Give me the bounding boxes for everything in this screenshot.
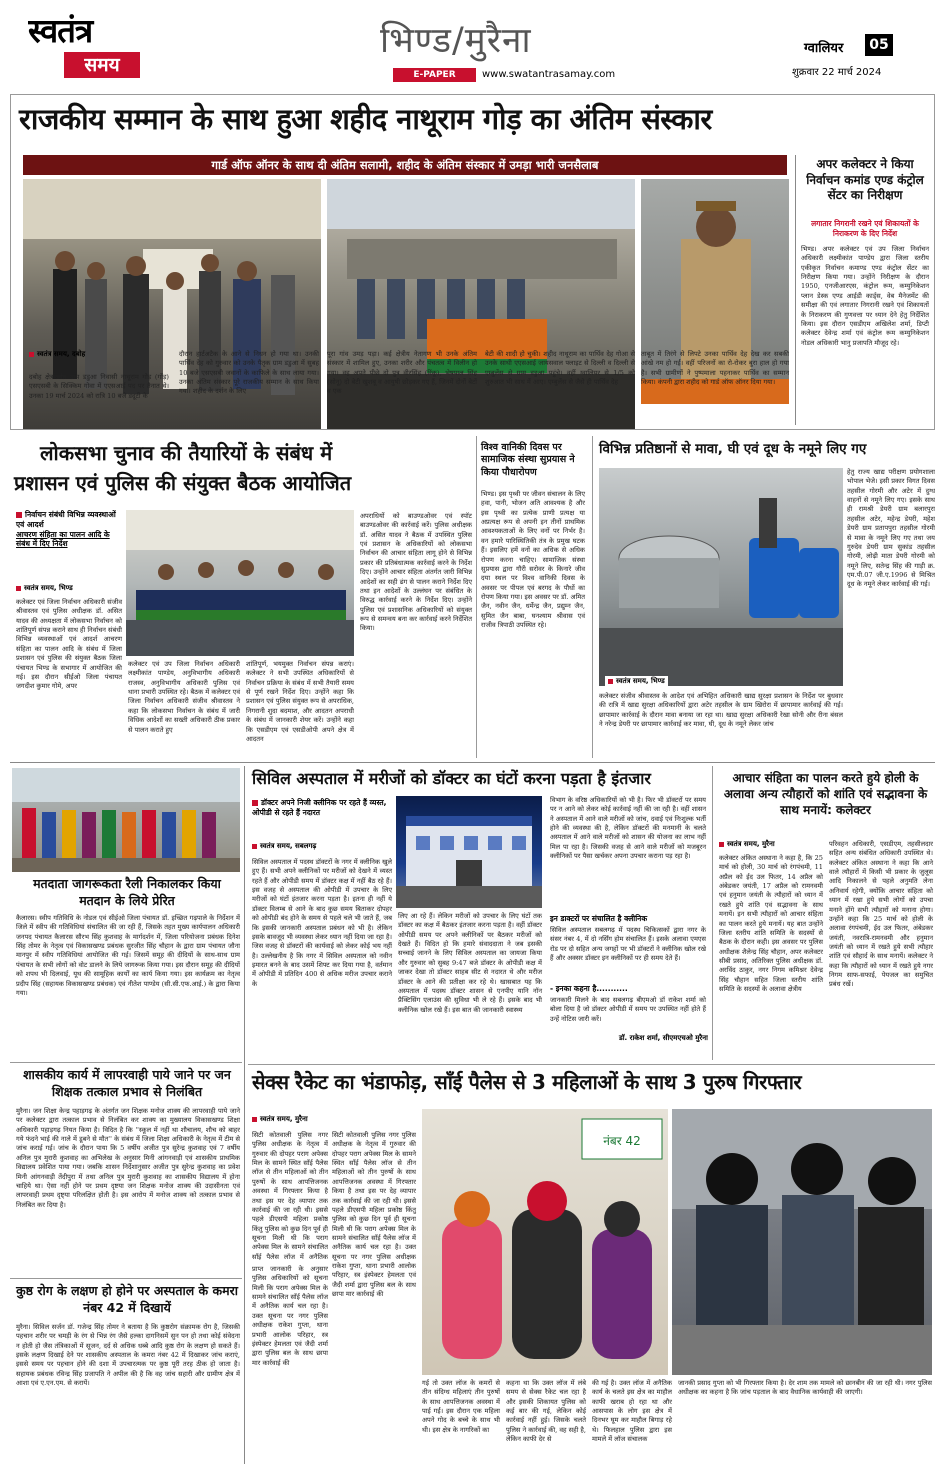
website-link[interactable]: www.swatantrasamay.com: [482, 69, 616, 80]
men-figures: [672, 1109, 932, 1375]
samples-story: [592, 436, 935, 758]
hospital-col-3c: जानकारी मिलने के बाद सबलगढ़ बीएमओ डॉ राकेश शर्मा को बोला दिया है जो डॉक्टर ओपीडी में समय पर उपस्थित नहीं होते हैं उन्हें नोटिस जारी करें।: [550, 996, 706, 1023]
meeting-photo: [126, 510, 354, 656]
lead-col-3: पूरा गांव उमड़ पड़ा। कई क्षेत्रीय नेतागण भी उनके अंतिम संस्कार में शामिल हुए, उनका शरीर और पंचतत्व में विलीन हो गया। वह अपने पीछे दो पुत्र वीरसिंह (रिंकू), भेषपाल सिंह (सोनू) दो बेटी खुशबू व आयुषी छोड़कर गए हैं, जिनमें दोनों बेटों व एक: [327, 350, 477, 396]
holi-byline: स्वतंत्र समय, मुरैना: [719, 840, 775, 849]
poster-text: नंबर 42: [603, 1134, 641, 1148]
racket-headline: सेक्स रैकेट का भंडाफोड़, साँई पैलेस से 3 महिलाओं के साथ 3 पुरुष गिरफ्तार: [252, 1070, 802, 1094]
racket-col-4: की गई है। उक्त लॉज में अनैतिक कार्य के चलते इस क्षेत्र का माहौल काफी खराब हो रहा था और आसपास के लोग इस क्षेत्र में दिनभर घूम कर माहौल बिगाड़ रहे थे। फिलहाल पुलिस द्वारा इस मामले में लॉज संचालक: [592, 1379, 672, 1444]
meeting-sub-1: निर्वाचन संबंधी विभिन्न व्यवस्थाओं एवं आदर्श: [16, 510, 124, 530]
page-number: 05: [865, 34, 893, 56]
hospital-col-3a: विभाग के वरिष्ठ अधिकारियों को भी है। फिर भी डॉक्टरों पर समय पर न आने को लेकर कोई कार्रवाई नहीं की जा रही है। वहीं शासन ने अस्पताल में आने वाले मरीजों को जांच, दवाई एवं निःशुल्क भर्ती होने की व्यवस्था की है, लेकिन डॉक्टरों की मनमानी के चलते अस्पताल में आने वाले मरीजों को शासन की योजना का लाभ नहीं मिल पा रहा है। जिसकी वजह से आने वाले मरीजों को मजबूरन क्लीनिकों पर पैसा खर्चकर अपना उपचार कराना पड़ रहा है।: [550, 796, 706, 861]
racket-col-3: कहना था कि उक्त लॉज में लंबे समय से सेक्स रैकेट चल रहा है और इसकी शिकायत पुलिस को कई बार की गई, लेकिन कोई कार्रवाई नहीं हुई। जिसके चलते पुलिस ने कार्रवाई की, वह सही है, लेकिन काफी देर से: [506, 1379, 586, 1444]
meeting-col-2: कलेक्टर एवं उप जिला निर्वाचन अधिकारी लक्ष्मीकांत पाण्डेय, अनुविभागीय अधिकारी राजस्व, अनुविभागीय अधिकारी पुलिस एवं थाना प्रभारी उपस्थित रहे। बैठक में कलेक्टर एवं जिला निर्वाचन अधिकारी संजीव श्रीवास्तव ने कहा कि लोकसभा निर्वाचन के संबंध में जारी विधिक आदेशों का सख्ती अधिकारी ठीक प्रकार से पालन कराते हुए: [128, 660, 240, 734]
epaper-badge: E-PAPER: [393, 68, 476, 82]
lead-col-1: दबोह क्षेत्रांतर्गत ग्राम डडुआ निवासी नाथूराम गोड़ (गोंड़) एसएसबी के सिक्किम गोवा में एएसआई पद पर तैनात थे। उनका 19 मार्च 2024 को रात्रि 10 बजे ड्यूटी के: [29, 373, 169, 400]
hospital-sub: डॉक्टर अपने निजी क्लीनिक पर रहते हैं व्यस्त, ओपीडी से रहते हैं नदारत: [252, 798, 390, 818]
issue-date: शुक्रवार 22 मार्च 2024: [792, 67, 882, 78]
forest-body: भिण्ड। इस पृथ्वी पर जीवन संचालन के लिए हवा, पानी, भोजन अति आवश्यक है और इस पृथ्वी का प्रत्येक प्राणी प्रत्यक्ष या अप्रत्यक्ष रूप से अपनी इन तीनों प्राथमिक आवश्यकताओं के लिए वनों पर निर्भर है। वन हमारे पारिस्थितिकी तंत्र के प्रमुख घटक हैं। इसलिए हमें वनों का अधिक से अधिक रोपण करना चाहिए। सामाजिक संस्था सुप्रयास द्वारा गौरी सरोवर के किनारे जीव दया स्थल पर विश्व वानिकी दिवस के अवसर पर पीपल एवं बरगद के पौधों का रोपण किया गया। इस अवसर पर डॉ. अमित जैन, नवीन जैन, धर्मेन्द्र जैन, प्रद्युम्न जैन, सुमित जैन बाबा, घनश्याम श्रीवास एवं राजीव त्रिपाठी उपस्थित रहे।: [481, 490, 585, 630]
holi-headline: आचार संहिता का पालन करते हुये होली के अलावा अन्य त्यौहारों को शांति एवं सद्भावना के साथ मनायें: कलेक्टर: [723, 771, 928, 818]
meeting-headline-line1: लोकसभा चुनाव की तैयारियों के संबंध में: [40, 441, 333, 465]
racket-col-1: सिटी कोतवाली पुलिस नगर पुलिस अधीक्षक के नेतृत्व में गुरुवार की दोपहर पराग अपेक्स मिल के सामने स्थित साँई पैलेस लॉज से तीन महिलाओं को तीन पुरुषों के साथ आपत्तिजनक अवस्था में गिरफ्तार किया है तथा इस पर देह व्यापार तक कार्रवाई की जा रही थी। इससे पहले डीएसपी महिला प्रकोष्ठ किंतु पुलिस को कुछ दिन पूर्व ही सूचना मिली थी कि पराग अपेक्स मिल के सामने संचालित साँई पैलेस लॉज में अनैतिक: [252, 1131, 328, 1261]
teacher-body: मुरैना। जन शिक्षा केन्द्र पहाड़गढ़ के अंतर्गत जन शिक्षक मनोज शाक्य की लापरवाही पाये जाने पर कलेक्टर द्वारा तत्काल प्रभाव से निलंबित कर शाक्य का मुख्यालय विकासखण्ड शिक्षा अधिकारी पहाड़गढ़ नियत किया है। विदित है कि ''स्कूल में नहीं था शौचालय, शौच को बाहर गये फंदने भाई की नाले में डूबने से मौत'' के संबंध में जिला शिक्षा अधिकारी के नेतृत्व में टीम से जांच कराई गई। जांच के दौरान पाया कि 5 वर्षीय अजीत पुत्र सुरेन्द्र कुशवाह एवं 7 वर्षीय अनिल पुत्र मुरारी कुशवाह का अभिलेख के अनुसार मिनी आंगनवाड़ी एवं शासकीय प्राथमिक विद्यालय प्रवेशित पाया गया। जबकि शासन निर्देशानुसार अजीत पुत्र सुरेन्द्र कुशवाह का प्रवेश मिनी आंगनवाड़ी तेंदीपुरा में तथा अनिल पुत्र मुरारी कुशवाह का शासकीय विद्यालय में होना चाहिये था। ऐसा नहीं होने पर प्रथम दृष्टया जन शिक्षक मनोज शाक्य की उदासीनता एवं लापरवाही प्रथम दृष्ट्या परिलक्षित होती है। इस आरोप में मनोज शाक्य को तत्काल प्रभाव से निलंबित कर दिया है।: [16, 1107, 240, 1209]
meeting-headline-line2: प्रशासन एवं पुलिस की संयुक्त बैठक आयोजित: [14, 471, 352, 495]
racket-col-5: जानकी प्रसाद गुप्ता को भी गिरफ्तार किया है। देर शाम तक मामले को छानबीन की जा रही थी। नगर पुलिस अधीक्षक का कहना है कि जांच पड़ताल के बाद वैधानिक कार्यवाही की जाएगी।: [678, 1379, 932, 1397]
racket-col-1b: प्राप्त जानकारी के अनुसार पुलिस अधिकारियों को सूचना मिली कि पराग अपेक्स मिल के सामने संचालित साँई पैलेस लॉज में अनैतिक कार्य चल रहा है। उक्त सूचना पर नगर पुलिस अधीक्षक राकेश गुप्ता, थाना प्रभारी आलोक परिहार, स्त्र इंस्पेक्टर हेमलता एवं जैदी शर्मा द्वारा पुलिस बल के साथ छापा मार कार्रवाई की: [252, 1265, 328, 1367]
hospital-sub3: - इनका कहना है...........: [550, 984, 628, 993]
edition-title: भिण्ड/मुरैना: [380, 21, 532, 61]
hospital-story: [248, 766, 708, 1060]
logo-line2: समय: [64, 52, 140, 78]
rally-headline: मतदाता जागरूकता रैली निकालकर किया मतदान के लिये प्रेरित: [33, 876, 221, 908]
samples-byline: स्वतंत्र समय, भिण्ड: [605, 676, 668, 687]
racket-photo-men: [672, 1109, 932, 1375]
racket-photo-women: [422, 1109, 668, 1375]
forest-headline: विश्व वानिकी दिवस पर सामाजिक संस्था सुप्रयास ने किया पौधारोपण: [481, 442, 575, 478]
hospital-col-2: लिए आ रहे हैं। लेकिन मरीजों को उपचार के लिए घंटों तक डॉक्टर का कक्ष में बैठकर इंतजार करना पड़ता है। वहीं डॉक्टर ओपीडी समय पर अपने क्लीनिकों पर बैठकर मरीजों को देखते हैं। विदित हो कि हमारे संवाददाता ने जब इसकी सच्चाई जानने के लिए सिविल अस्पताल का जायजा किया और गुरुवार को सुबह 9:47 बजे डॉक्टर के ओपीडी कक्ष में जाकर देखा तो डॉक्टर साहब सीट से नदारत थे और मरीज डॉक्टर के आने की प्रतीक्षा कर रहे थे। खासबात यह कि अस्पताल में पदस्थ डॉक्टर शासन से एनपीए यानि नॉन प्रैक्टिसिंग एलाउंस की सुविधा भी ले रहे हैं। इसके बाद भी क्लीनिक खोल रखे हैं। इस बात की जानकारी स्वास्थ्य: [398, 912, 542, 1014]
lead-byline: स्वतंत्र समय, दबोह: [29, 350, 85, 359]
racket-byline: स्वतंत्र समय, मुरैना: [252, 1115, 308, 1124]
side1-strap: लगातार निगरानी रखने एवं शिकायतों के निराकरण के दिए निर्देश: [811, 219, 919, 238]
samples-photo: [599, 468, 843, 686]
holi-col-2: परिवहन अधिकारी, एसडीएम, तहसीलदार सहित अन्य संबंधित अधिकारी उपस्थित थे। कलेक्टर अंकित अस्थाना ने कहा कि आने वाले त्यौहारों में किसी भी प्रकार के जुलूस आदि निकालने से पहले अनुमति लेना अनिवार्य रहेगी, क्योंकि आचार संहिता को ध्यान में रखा हुये सभी लोगों को उपचा मनाने होंगे सभी त्यौहारों को मनाना होगा। उन्होंने कहा कि 25 मार्च को होली के अलावा रंगपंचमी, ईद उल फितर, अंबेडकर जयंती, नवरात्रि-रामनवमी और हनुमान जयंती को ध्यान में रखते हुये सभी त्यौहार शांति एवं सौहार्द के साथ मनायें। कलेक्टर ने कहा कि त्यौहारों को ध्यान में रखते हुये नगर निगम साफ-सफाई, पेयजल का समुचित प्रबंध रखें।: [829, 840, 933, 989]
lead-headline: राजकीय सम्मान के साथ हुआ शहीद नाथूराम गोड़ का अंतिम संस्कार: [19, 102, 712, 136]
left-column-divider: [244, 766, 245, 1464]
officer-figure: [641, 179, 789, 430]
meeting-sub: [16, 510, 124, 549]
meeting-table-scene: [126, 510, 354, 656]
racket-col-1-side: सिटी कोतवाली पुलिस नगर पुलिस अधीक्षक के नेतृत्व में गुरुवार की दोपहर पराग अपेक्स मिल के सामने स्थित साँई पैलेस लॉज से तीन महिलाओं को तीन पुरुषों के साथ आपत्तिजनक अवस्था में गिरफ्तार किया है तथा इस पर देह व्यापार तक कार्रवाई की जा रही थी। इससे पहले डीएसपी महिला प्रकोष्ठ किंतु पुलिस को कुछ दिन पूर्व ही सूचना मिली थी कि पराग अपेक्स मिल के सामने संचालित साँई पैलेस लॉज में अनैतिक कार्य चल रहा है। उक्त सूचना पर नगर पुलिस अधीक्षक राकेश गुप्ता, थाना प्रभारी आलोक परिहार, स्त्र इंस्पेक्टर हेमलता एवं जैदी शर्मा द्वारा पुलिस बल के साथ छापा मार कार्रवाई की: [332, 1131, 416, 1299]
rally-photo: [12, 768, 240, 872]
rally-people: [12, 768, 240, 872]
holi-col-1: कलेक्टर अंकित अस्थाना ने कहा है, कि 25 मार्च को होली, 30 मार्च को रंगपंचमी, 11 अप्रैल को ईद उल फितर, 14 अप्रैल को अंबेडकर जयंती, 17 अप्रैल को रामनवमी एवं हनुमान जयंती के त्यौहारों को ध्यान में रखते हुये शांति एवं सद्भावना के साथ मनायें। इन सभी त्यौहारों को आचार संहिता का पालन करते हुये मनायें। यह बात उन्होंने जिला स्तरीय शांति समिति के सदस्यों से बैठक के दौरान कही। इस अवसर पर पुलिस अधीक्षक शैलेन्द्र सिंह चौहान, अपर कलेक्टर सीबी प्रसाद, अतिरिक्त पुलिस अधीक्षक डॉ. अरविंद ठाकुर, नगर निगम कमिश्नर देवेन्द्र सिंह चौहान सहित जिला स्तरीय शांति समिति के सदस्यों के अलावा क्षेत्रीय: [719, 854, 823, 994]
racket-col-2: गई तो उक्त लॉज के कमरों से तीन संदिग्ध महिलाएं तीन पुरुषों के साथ आपत्तिजनक अवस्था में पाई गईं। इस दौरान एक महिला अपने गोद के बच्चे के साथ भी थी। इस क्षेत्र के नागरिकों का: [422, 1379, 500, 1434]
racket-story: [248, 1064, 935, 1464]
meeting-byline: स्वतंत्र समय, भिण्ड: [16, 584, 73, 593]
lead-photo-officer: [641, 179, 789, 430]
samples-bottom: कलेक्टर संजीव श्रीवास्तव के आदेश एवं अभिहित अधिकारी खाद्य सुरक्षा प्रशासन के निर्देश पर बुधवार की रात्रि में खाद्य सुरक्षा अधिकारियों द्वारा अटेर तहसील के ग्राम खिरोरा में छापामार कार्रवाई की गई। छापामार कार्रवाई के दौरान मावा बनाया जा रहा था। खाद्य सुरक्षा अधिकारी रेखा सोनी और रीना बंसल ने नरेन्द्र डेयरी पर छापामार कार्रवाई कर मावा, घी, दूध के नमूने लेकर जांच: [599, 692, 843, 729]
lead-story: [10, 94, 935, 430]
masthead: [0, 0, 945, 88]
rally-story: [10, 766, 242, 1058]
hospital-col-1: सिविल अस्पताल में पदस्थ डॉक्टरों के नगर में क्लीनिक खुले हुए हैं। सभी अपने क्लीनिकों पर मरीजों को देखने में व्यस्त रहते हैं और ओपीडी समय में डॉक्टर कक्ष में नहीं बैठ रहे हैं। इस वजह से अस्पताल की ओपीडी में उपचार के लिए मरीजों को घंटों इंतजार करना पड़ता है। इतना ही नहीं ये डॉक्टर विलम्ब से आने के बाद कुछ समय बिताकर दोपहर को ओपीडी बंद होने के समय से पहले चले भी जाते हैं, जब कि इसकी जानकारी अस्पताल प्रबंधन को भी है। लेकिन इसके बावजूद भी व्यवस्था लेकर ध्यान नहीं दिया जा रहा है। जिस वजह से डॉक्टरों की कार्यवाई को लेकर कोई भय नहीं है। उल्लेखनीय है कि नगर में सिविल अस्पताल को नवीन इमारत बनने के बाद उसमें शिफ्ट कर दिया गया है, वर्तमान में ओपीडी में प्रतिदिन 400 से अधिक मरीज उपचार कराने के: [252, 858, 392, 988]
samples-headline: विभिन्न प्रतिष्ठानों से मावा, घी एवं दूध के नमूने लिए गए: [599, 441, 867, 457]
meeting-sub-2: आचरण संहिता का पालन आदि के संबंध में दिए निर्देश: [16, 529, 110, 549]
side1-body: भिण्ड। अपर कलेक्टर एवं उप जिला निर्वाचन अधिकारी लक्ष्मीकांत पाण्डेय द्वारा जिला स्तरीय एकीकृत निर्वाचन कमाण्ड एण्ड कंट्रोल सेंटर का निरीक्षण किया गया। उन्होंने निरीक्षण के दौरान 1950, एनजीआरएस, कंट्रोल रूम, कम्युनिकेशन प्लान डेस्क एण्ड आईडी कार्ड्स, वेब मैनेजमेंट की समीक्षा की एवं लगातार निगरानी रखने एवं शिकायतों के निराकरण की गुणवत्ता पर ध्यान देने हेतु निर्देशित किया। इस दौरान एसडीएम अखिलेश शर्मा, डिप्टी कलेक्टर देवेन्द्र शर्मा एवं कंट्रोल रूम कम्युनिकेशन नोडल अधिकारी भानु प्रजापति मौजूद रहे।: [801, 245, 929, 347]
forest-day-story: [476, 436, 588, 758]
side1-divider: [795, 155, 796, 425]
logo: [28, 12, 168, 82]
women-figures: [422, 1109, 668, 1375]
logo-line1: स्वतंत्र: [28, 12, 93, 50]
lead-col-5: ताबूत में तिरंगे से लिपटे उनका पार्थिव देह देख कर सबकी आंखे नम हो गईं। वहीं परिजनों का रो-रोकर बुरा हाल हो गया है। सभी ग्रामीणों ने पुष्पमाला पहनाकर पार्थिव का सम्मान किया। कंपनी द्वारा शहीद को गार्ड ऑफ ऑनर दिया गया।: [641, 350, 789, 387]
meeting-col-1: कलेक्टर एवं जिला निर्वाचन अधिकारी संजीव श्रीवास्तव एवं पुलिस अधीक्षक डॉ. असित यादव की अध्यक्षता में लोकसभा निर्वाचन को शांतिपूर्ण संपन्न कराने साथ ही निर्वाचन संबंधी विभिन्न व्यवस्थाओं एवं आदर्श आचरण संहिता का पालन आदि के संबंध में जिला प्रशासन एवं पुलिस की संयुक्त बैठक जिला पंचायत भिण्ड के सभागार में आयोजित की गई। इस दौरान सीईओ जिला पंचायत जगदीश कुमार गोमे, अपर: [16, 598, 122, 691]
lead-col-2: दौरान हार्टअटैक के आने से निधन हो गया था। उनकी पार्थिव देह को गुरुवार को उनके पैतृक ग्राम डडुआ में सुबह 10 बजे एसएसबी जवानों के काफिले के साथ लाया गया। उनका अंतिम संस्कार पूरे राजकीय सम्मान के साथ किया गया। शहीद के दर्शन के लिए: [179, 350, 319, 396]
hospital-quote-by: डॉ. राकेश शर्मा, सीएमएचओ मुरैना: [618, 1034, 708, 1042]
hospital-photo: [396, 796, 542, 908]
holi-story: [712, 766, 935, 1060]
samples-right-col: हेतु राज्य खाद्य परीक्षण प्रयोगशाला भोपाल भेजे। इसी प्रकार विगत दिवस तहसील गोरमी और अटेर में दुग्ध वाहनों से नमूने लिए गए। इसके साथ ही रामश्री डेयरी ग्राम बलारपुरा तहसील अटेर, महेन्द्र डेयरी, महेश डेयरी ग्राम प्रतापपुरा तहसील गोरमी से मावा के नमूने लिए गए तथा जय गुरुदेव डेयरी ग्राम सुकांड तहसील गोरमी, लोढ़ी माता डेयरी गोरमी को नमूने लिए, सतेन्द्र सिंह की गाड़ी क्र. एम.पी.07 जी.ए.1996 से मिश्रित दूध के नमूने लेकर कार्रवाई की गई।: [847, 468, 935, 589]
leprosy-headline: कुष्ठ रोग के लक्षण हो होने पर अस्पताल के कमरा नंबर 42 में दिखायें: [16, 1283, 238, 1315]
lead-col-4: बेटी की शादी हो चुकी। शहीद नाथूराम का पार्थिव देह गोआ से उनके साथी एएसआई जायसवाल फ्लाइट से दिल्ली व दिल्ली से एम्बुलेंस से ग्राम डडुआ पहुंचे। वहीं ग्वालियर से 1/5 को शुरुआत भी साथ में आए। एम्बुलेंस से जैसे ही पार्थिव देह: [485, 350, 635, 387]
side1-headline: अपर कलेक्टर ने किया निर्वाचन कमांड एण्ड कंट्रोल सेंटर का निरीक्षण: [806, 157, 924, 203]
teacher-story: [10, 1062, 242, 1274]
mid-divider: [10, 762, 935, 763]
dairy-scene: [599, 468, 843, 686]
leprosy-body: मुरैना। सिविल सर्जन डॉ. गजेन्द्र सिंह तोमर ने बताया है कि कुष्ठरोग संक्रामक रोग है, जिसकी पहचान शरीर पर चमड़ी के रंग से भिन्न रंग जैसे हल्का दागनिसमें सुन पन हो तथा कोई संवेदना न होती हो जैस तंत्रिकाओं में सूजन, दर्द से अधिक धब्बे आदि कुष्ठ रोग के लक्षण हो सकते हैं। इसके लक्षण दिखाई देने पर शासकीय अस्पताल के कमरा नंबर 42 में दिखाकर जांच कराएं, इससे समय पर पहचान होने की दशा में उपचारत्मक पर कुष्ठ पूरी तरह ठीक हो जाता है। सहायक प्रबंधक रविन्द्र सिंह प्रजापति ने अपील की है कि वह जांच सहारी और ग्रामीण क्षेत्र में आशा एवं ए.एन.एम. से करायें।: [16, 1323, 240, 1388]
hospital-col-3b: सिविल अस्पताल सबलगढ़ में पदस्थ चिकित्सकों द्वारा नगर के संसर नंबर 4, में दो नर्सिंग होम संचालित हैं। इसके अलावा एमएस रोड पर दो सहित अन्य जगहों पर भी डॉक्टरों ने क्लीनिक खोल रखे हैं और अक्सर डॉक्टर इन क्लीनिकों पर ही समय देते हैं।: [550, 926, 706, 963]
teacher-headline: शासकीय कार्य में लापरवाही पाये जाने पर जन शिक्षक तत्काल प्रभाव से निलंबित: [23, 1067, 231, 1099]
hospital-sub2: इन डाक्टरों पर संचालित है क्लीनिक: [550, 914, 648, 923]
hospital-headline: सिविल अस्पताल में मरीजों को डॉक्टर का घंटों करना पड़ता है इंतजार: [252, 769, 651, 788]
meeting-story: [10, 436, 474, 758]
city-label: ग्वालियर: [804, 41, 844, 56]
meeting-col-3: शांतिपूर्ण, भयमुक्त निर्वाचन संपन्न कराएं। कलेक्टर ने सभी उपस्थित अधिकारियों से निर्वाचन प्रक्रिया के संबंध में सभी तैयारी समय से पूर्ण रखने निर्देश दिए। उन्होंने कहा कि प्रशासन एवं पुलिस संयुक्त रूप से अपराधिक, निगरानी शुदा बदमाश, और आदतन अपराधी के संबंध में जानकारी शेयर करें। उन्होंने कहा कि एसडीएम एवं एसडीओपी अपने क्षेत्र में आदतन: [246, 660, 354, 743]
hospital-building: [396, 796, 542, 908]
leprosy-story: [10, 1278, 242, 1464]
lead-strap: गार्ड ऑफ ऑनर के साथ दी अंतिम सलामी, शहीद के अंतिम संस्कार में उमड़ा भारी जनसैलाब: [23, 155, 787, 175]
meeting-col-4: अपराधियों को बाउण्डओवर एवं स्पॉट बाउण्डओवर की कार्रवाई करें। पुलिस अधीक्षक डॉ. असित यादव ने बैठक में उपस्थित पुलिस एवं प्रशासन के अधिकारियों को लोकसभा निर्वाचन की आचार संहिता लागू होने से विभिन्न प्रकार की प्रतिबंधात्मक कार्रवाई करने के निर्देश दिए। उन्होंने आचार संहिता अंतर्गत जारी विभिन्न आदेशों का सही ढंग से पालन कराने निर्देश दिए तथा इन आदेशों के उल्लंघन पर संबंधित के विरुद्ध कार्रवाई करने के निर्देश दिए। उन्होंने पुलिस एवं प्रशासनिक अधिकारियों को संयुक्त रूप से समन्वय बना कर कार्रवाई करने निर्देशित किया।: [360, 512, 472, 633]
rally-body: कैलारस। स्वीप गतिविधि के नोडल एवं सीईओ जिला पंचायत डॉ. इच्छित गढ़पाले के निर्देशन में जिले में स्वीप की गतिविधियां संचालित की जा रही हैं, जिसके तहत मुख्य कार्यपालन अधिकारी जनपद पंचायत कैलारस सौरभ सिंह कुशवाह के मार्गदर्शन में, जिला परियोजना प्रबंधक दिनेश सिंह तोमर के नेतृत्व एवं विकासखण्ड प्रबंधक सुरजीत सिंह चौहान के द्वारा ग्राम पंचायत जौना मानपुर में स्वीप गतिविधियां आयोजित की गई। जिसमें समूह की दीदियों के साथ-साथ ग्राम पंचायत के सभी लोगों को वोट डालने के लिये जागरूक किया गया। इस दौरान समूह की दीदियों को शपथ भी दिलवाई, यूथ की सामूहिक कार्यों का कार्य किया गया। इस कार्यक्रम का नेतृत्व प्रदीप सिंह (सहायक विकासखण्ड प्रबंधक) एवं नीतेश पाण्डेय (सी.सी.एफ.आई.) के द्वारा किया गया।: [16, 914, 240, 997]
hospital-byline: स्वतंत्र समय, सबलगढ़: [252, 842, 316, 851]
